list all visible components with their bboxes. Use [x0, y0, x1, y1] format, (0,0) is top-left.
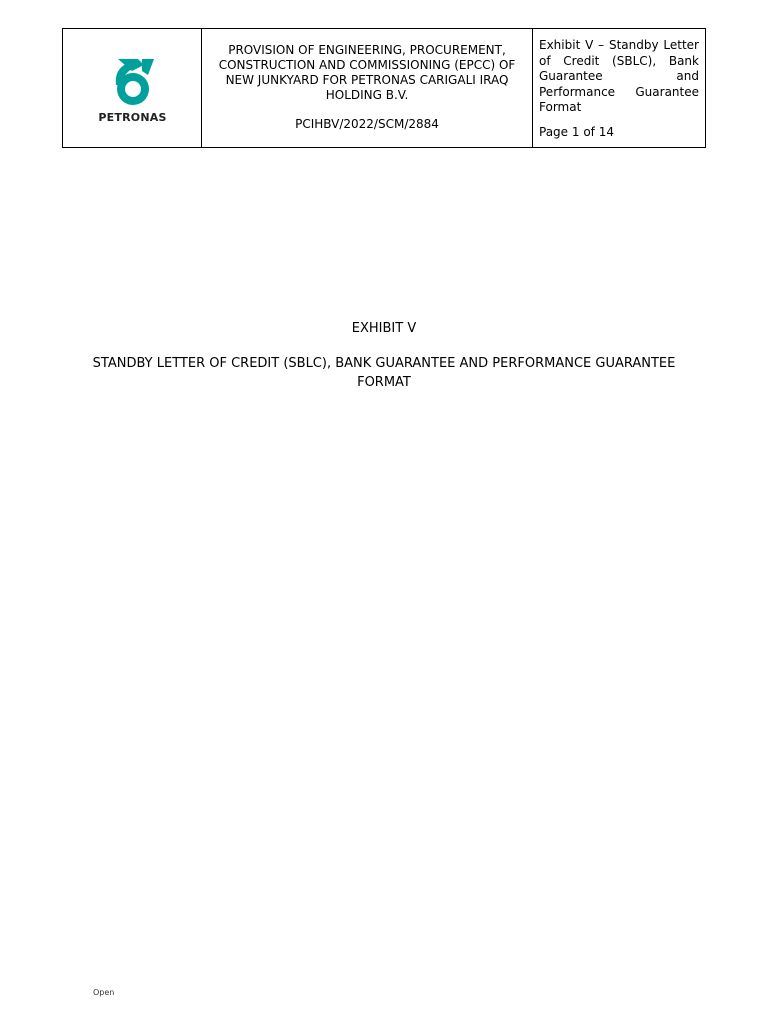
- classification-label: Open: [93, 988, 115, 997]
- document-header-table: [62, 28, 706, 148]
- title-cell: [202, 29, 533, 147]
- exhibit-description: Exhibit V – Standby Letter of Credit (SBLC), Bank Guarantee and Performance Guarantee Format: [539, 38, 699, 114]
- document-reference: PCIHBV/2022/SCM/2884: [295, 117, 439, 131]
- petronas-logo-icon: [108, 55, 158, 109]
- page-number: Page 1 of 14: [539, 125, 614, 139]
- exhibit-subheading: STANDBY LETTER OF CREDIT (SBLC), BANK GUARANTEE AND PERFORMANCE GUARANTEE FORMAT: [92, 356, 676, 390]
- logo-cell: [63, 29, 202, 147]
- meta-cell: [533, 29, 705, 147]
- logo-wordmark: PETRONAS: [98, 111, 167, 124]
- document-title: PROVISION OF ENGINEERING, PROCUREMENT, CONSTRUCTION AND COMMISSIONING (EPCC) OF NEW JUNKYARD FOR PETRONAS CARIGALI IRAQ HOLDING B.V.: [218, 43, 516, 102]
- exhibit-heading: EXHIBIT V: [351, 321, 417, 336]
